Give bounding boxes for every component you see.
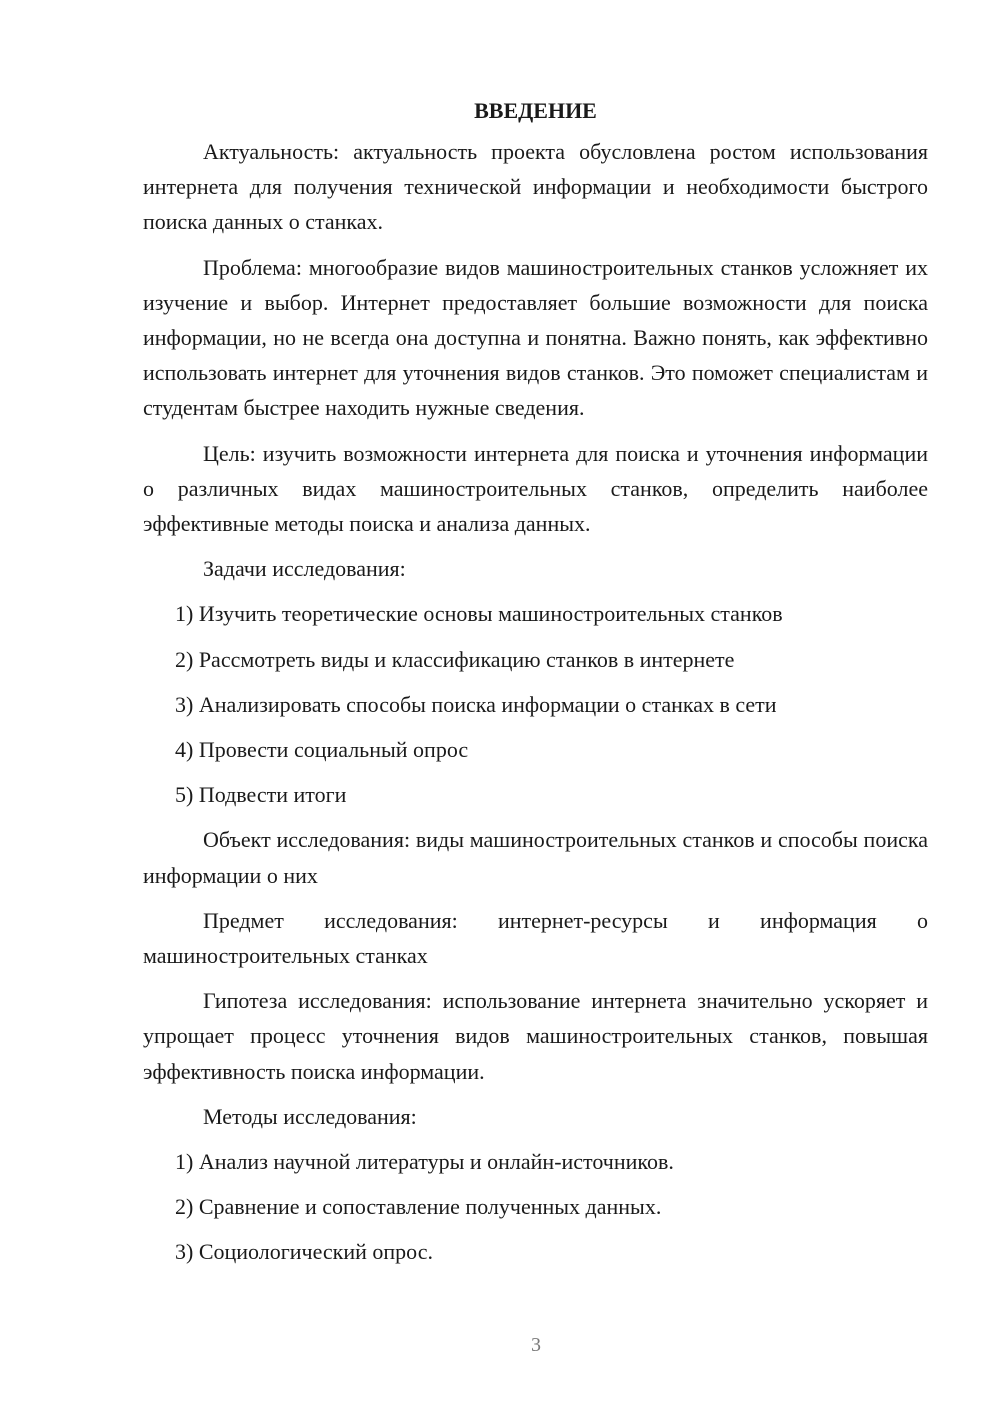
document-page xyxy=(143,96,928,1280)
hypothesis-paragraph: Гипотеза исследования: использование интернета значительно ускоряет и упрощает процесс уточнения видов машиностроительных станков, повышая эффективность поиска информации. xyxy=(143,988,928,1084)
object-paragraph: Объект исследования: виды машиностроительных станков и способы поиска информации о них xyxy=(143,827,928,888)
list-item: 4) Провести социальный опрос xyxy=(175,737,469,763)
methods-list xyxy=(143,1144,928,1270)
goal-paragraph: Цель: изучить возможности интернета для поиска и уточнения информации о различных видах машиностроительных станков, определить наиболее эффективные методы поиска и анализа данных. xyxy=(143,440,928,537)
tasks-heading: Задачи исследования: xyxy=(203,556,406,582)
list-item: 2) Сравнение и сопоставление полученных данных. xyxy=(175,1194,662,1220)
list-item: 3) Социологический опрос. xyxy=(175,1239,433,1265)
list-item: 5) Подвести итоги xyxy=(175,782,347,808)
list-item: 2) Рассмотреть виды и классификацию станков в интернете xyxy=(175,646,735,672)
tasks-list xyxy=(143,596,928,812)
methods-heading: Методы исследования: xyxy=(203,1103,417,1129)
list-item: 1) Анализ научной литературы и онлайн-источников. xyxy=(175,1149,674,1175)
problem-paragraph: Проблема: многообразие видов машиностроительных станков усложняет их изучение и выбор. Интернет предоставляет большие возможности для поиска информации, но не всегда она доступна и понятна. Важно понять, как эффективно использовать интернет для уточнения видов станков. Это поможет специалистам и студентам быстрее находить нужные сведения. xyxy=(143,254,928,421)
list-item: 1) Изучить теоретические основы машиностроительных станков xyxy=(175,601,783,627)
subject-paragraph: Предмет исследования: интернет-ресурсы и информация о машиностроительных станках xyxy=(143,907,928,969)
list-item: 3) Анализировать способы поиска информации о станках в сети xyxy=(175,691,777,717)
page-title: ВВЕДЕНИЕ xyxy=(474,98,597,123)
page-number: 3 xyxy=(531,1334,541,1356)
relevance-paragraph: Актуальность: актуальность проекта обусловлена ростом использования интернета для получения технической информации и необходимости быстрого поиска данных о станках. xyxy=(143,139,928,235)
